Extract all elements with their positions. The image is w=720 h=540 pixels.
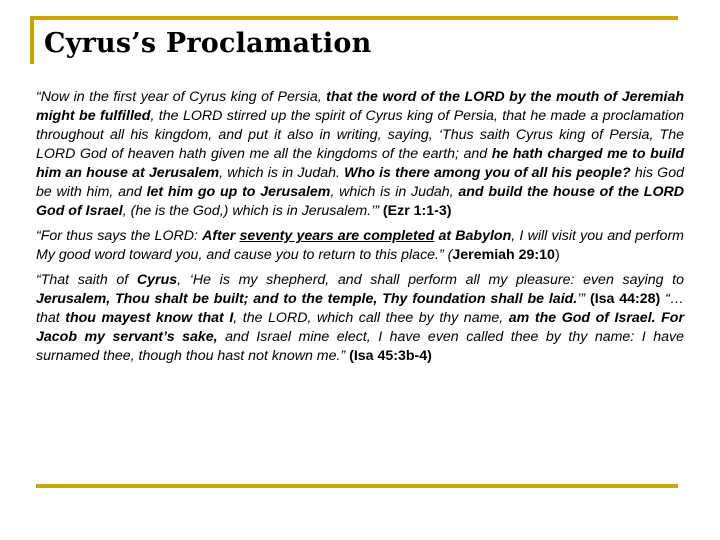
slide-title: Cyrus’s Proclamation <box>44 28 372 59</box>
text-segment: “For thus says the LORD: <box>36 228 203 244</box>
text-segment: let him go up to Jerusalem <box>146 184 331 200</box>
text-segment: ’” <box>577 291 590 307</box>
text-segment: “Now in the first year of Cyrus king of Persia, <box>36 89 327 105</box>
text-segment: , which is in Judah, <box>330 184 459 200</box>
text-segment: and Israel mine elect, I have even called thee by thy name: I have surnamed thee, though thou hast not known me.” <box>36 329 684 364</box>
bottom-accent-rule <box>36 484 678 488</box>
text-segment: Cyrus <box>136 272 178 288</box>
text-segment: , ‘He is my shepherd, and shall perform all my pleasure: even saying to <box>177 272 684 288</box>
text-segment: and build the house of the LORD God of Israel <box>36 184 685 219</box>
text-segment: ) <box>554 247 560 263</box>
left-accent-rule <box>30 16 34 64</box>
text-segment: (Ezr 1:1-3) <box>382 203 452 219</box>
text-segment: seventy years are completed <box>239 228 435 244</box>
text-segment: Jerusalem, Thou shalt be built; and to the temple, Thy foundation shall be laid. <box>36 291 578 307</box>
text-segment: (Isa 44:28) <box>589 291 661 307</box>
text-segment: at Babylon <box>434 228 512 244</box>
text-segment: , (he is the God,) which is in Jerusalem.’” <box>122 203 383 219</box>
text-segment: , the LORD stirred up the spirit of Cyrus king of Persia, that he made a proclamation throughout all his kingdom, and put it also in writing, saying, ‘Thus saith Cyrus king of Persia, The LORD God of heaven hath given me all the kingdoms of the earth; and <box>36 108 684 162</box>
text-segment: , the LORD, which call thee by thy name, <box>233 310 509 326</box>
text-segment: am the God of Israel. For Jacob my servant’s sake, <box>36 310 684 345</box>
text-segment: “That saith of <box>36 272 137 288</box>
quote-paragraph <box>36 227 684 265</box>
text-segment: he hath charged me to build him an house at Jerusalem <box>36 146 684 181</box>
text-segment: that the word of the LORD by the mouth of Jeremiah might be fulfilled <box>36 89 684 124</box>
text-segment: (Isa 45:3b-4) <box>349 348 432 364</box>
text-segment: his God be with him, and <box>36 165 684 200</box>
top-accent-rule <box>30 16 678 20</box>
text-segment: , which is in Judah. <box>219 165 345 181</box>
text-segment: Jeremiah 29:10 <box>452 247 555 263</box>
text-segment: , I will visit you and perform My good word toward you, and cause you to return to this place.” ( <box>36 228 684 263</box>
text-segment: “…that <box>36 291 685 326</box>
quote-paragraph <box>36 88 684 221</box>
text-segment: Who is there among you of all his people? <box>344 165 631 181</box>
slide-body <box>36 88 684 372</box>
quote-paragraph <box>36 271 684 366</box>
text-segment: thou mayest know that I <box>65 310 234 326</box>
text-segment: After <box>202 228 240 244</box>
